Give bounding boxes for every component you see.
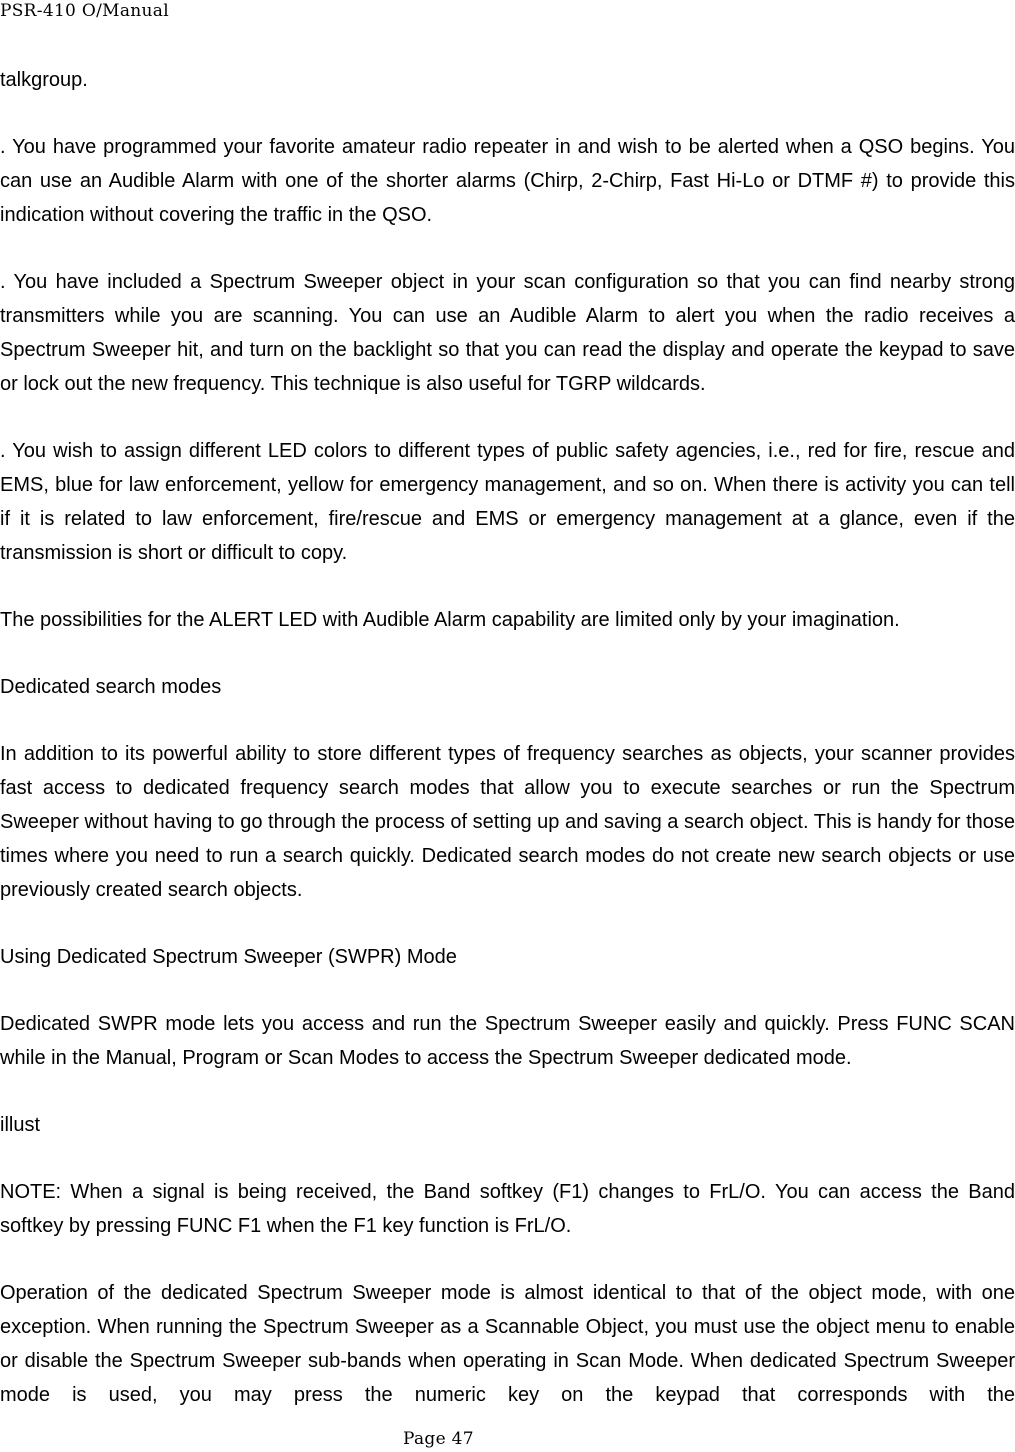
page-body: [0, 63, 1015, 1412]
paragraph-possibilities: The possibilities for the ALERT LED with Audible Alarm capability are limited only by your imagination.: [0, 609, 900, 631]
paragraph-spectrum-sweeper-alert: . You have included a Spectrum Sweeper object in your scan configuration so that you can find nearby strong transmitters while you are scanning. You can use an Audible Alarm to alert you when the radio receives a Spectrum Sweeper hit, and turn on the backlight so that you can read the display and operate the keypad to save or lock out the new frequency. This technique is also useful for TGRP wildcards.: [0, 271, 1015, 395]
paragraph-qso-alert: . You have programmed your favorite amateur radio repeater in and wish to be alerted when a QSO begins. You can use an Audible Alarm with one of the shorter alarms (Chirp, 2-Chirp, Fast Hi-Lo or DTMF #) to provide this indication without covering the traffic in the QSO.: [0, 136, 1015, 226]
paragraph-operation-difference: Operation of the dedicated Spectrum Sweeper mode is almost identical to that of the object mode, with one exception. When running the Spectrum Sweeper as a Scannable Object, you must use the object menu to enable or disable the Spectrum Sweeper sub-bands when operating in Scan Mode. When dedicated Spectrum Sweeper mode is used, you may press the numeric key on the keypad that corresponds with the: [0, 1282, 1015, 1406]
section-heading-dedicated-search: Dedicated search modes: [0, 676, 222, 698]
paragraph-led-colors: . You wish to assign different LED colors to different types of public safety agencies, i.e., red for fire, rescue and EMS, blue for law enforcement, yellow for emergency management, and so on. When there is activity you can tell if it is related to law enforcement, fire/rescue and EMS or emergency management at a glance, even if the transmission is short or difficult to copy.: [0, 440, 1015, 564]
paragraph-note-band-softkey: NOTE: When a signal is being received, the Band softkey (F1) changes to FrL/O. You can access the Band softkey by pressing FUNC F1 when the F1 key function is FrL/O.: [0, 1181, 1015, 1237]
paragraph-swpr-access: Dedicated SWPR mode lets you access and run the Spectrum Sweeper easily and quickly. Press FUNC SCAN while in the Manual, Program or Scan Modes to access the Spectrum Sweeper dedicated mode.: [0, 1013, 1015, 1069]
section-heading-swpr-mode: Using Dedicated Spectrum Sweeper (SWPR) Mode: [0, 946, 457, 968]
page-number: Page 47: [403, 1429, 474, 1449]
manual-header: PSR-410 O/Manual: [0, 1, 169, 21]
illustration-placeholder: illust: [0, 1114, 41, 1136]
paragraph-dedicated-search-intro: In addition to its powerful ability to store different types of frequency searches as objects, your scanner provides fast access to dedicated frequency search modes that allow you to execute searches or run the Spectrum Sweeper without having to go through the process of setting up and saving a search object. This is handy for those times where you need to run a search quickly. Dedicated search modes do not create new search objects or use previously created search objects.: [0, 743, 1015, 901]
paragraph-talkgroup: talkgroup.: [0, 69, 88, 91]
